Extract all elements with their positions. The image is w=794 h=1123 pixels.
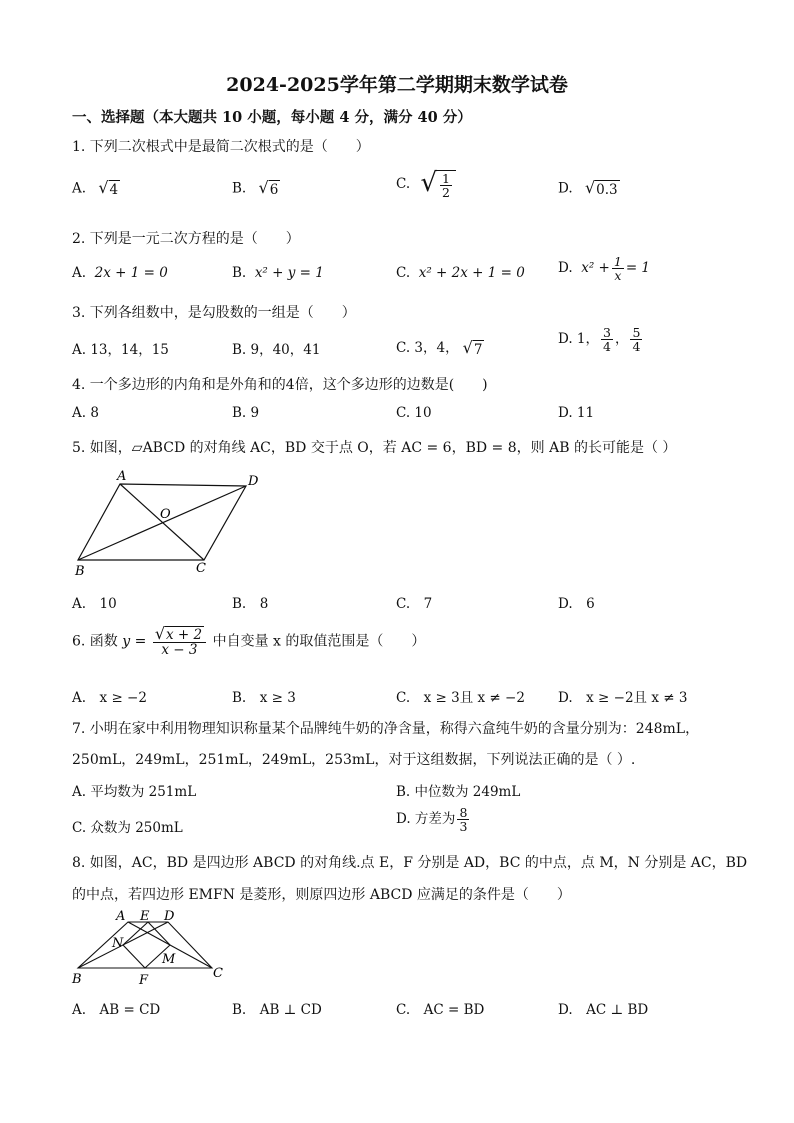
question-8-stem-line2: 的中点，若四边形 EMFN 是菱形，则原四边形 ABCD 应满足的条件是（ ）: [72, 887, 571, 903]
q6-option-c: C. x ≥ 3且 x ≠ −2: [396, 690, 525, 706]
label-e: E: [140, 909, 150, 924]
fraction-denominator: x − 3: [161, 642, 198, 659]
question-1-stem: 1. 下列二次根式中是最简二次根式的是（ ）: [72, 139, 370, 155]
q7-option-c: C. 众数为 250mL: [72, 820, 183, 836]
diagonal-ac: [120, 484, 204, 560]
q3-option-b: B. 9，40，41: [232, 342, 321, 358]
q2-option-c: C. x² + 2x + 1 = 0: [396, 265, 525, 281]
quadrilateral-abcd: [78, 922, 212, 968]
q6-option-d: D. x ≥ −2且 x ≠ 3: [558, 690, 688, 706]
q7-option-b: B. 中位数为 249mL: [396, 784, 521, 800]
label-o: O: [160, 507, 171, 522]
q1-option-b: B. √ 6: [232, 178, 279, 198]
label-a: A: [117, 469, 127, 484]
q4-option-c: C. 10: [396, 405, 432, 421]
label-n: N: [112, 936, 124, 951]
label-d: D: [164, 909, 175, 924]
question-8-stem-line1: 8. 如图，AC，BD 是四边形 ABCD 的对角线.点 E，F 分别是 AD，BC 的中点，点 M，N 分别是 AC，BD: [72, 855, 748, 871]
q3-option-d: D. 1， $\frac{3}{4}$ ， $\frac{5}{4}$: [558, 325, 641, 355]
radicand: 7: [473, 341, 483, 358]
label-a: A: [116, 909, 126, 924]
q8-option-b: B. AB ⊥ CD: [232, 1002, 322, 1018]
label-d: D: [248, 474, 259, 489]
q2-option-b: B. x² + y = 1: [232, 265, 324, 281]
label-m: M: [162, 952, 176, 967]
q5-option-d: D. 6: [558, 596, 595, 612]
q1-option-a: A. √ 4: [72, 178, 119, 198]
q3-option-a: A. 13，14，15: [72, 342, 169, 358]
radicand: x + 2: [166, 627, 203, 643]
label-b: B: [75, 564, 85, 579]
q4-option-b: B. 9: [232, 405, 260, 421]
q4-option-a: A. 8: [72, 405, 99, 421]
radicand: 0.3: [596, 182, 618, 198]
option-letter: A.: [72, 180, 87, 197]
option-letter: B.: [232, 180, 247, 197]
q2-option-d: D. x² + $\frac{1}{x}$ = 1: [558, 254, 651, 284]
question-3-stem: 3. 下列各组数中，是勾股数的一组是（ ）: [72, 305, 356, 321]
quadrilateral-figure: [70, 906, 230, 988]
q6-option-a: A. x ≥ −2: [72, 690, 147, 706]
fraction-numerator: 1: [442, 171, 450, 186]
q7-option-d: D. 方差为 $\frac{8}{3}$: [396, 805, 468, 835]
q5-option-b: B. 8: [232, 596, 269, 612]
q8-option-a: A. AB = CD: [72, 1002, 161, 1018]
label-c: C: [213, 966, 223, 981]
q1-option-d: D. √ 0.3: [558, 178, 618, 198]
q5-option-c: C. 7: [396, 596, 433, 612]
question-2-stem: 2. 下列是一元二次方程的是（ ）: [72, 231, 300, 247]
label-f: F: [139, 973, 149, 988]
question-7-stem-line2: 250mL，249mL，251mL，249mL，253mL，对于这组数据，下列说法正确的是（ ）.: [72, 752, 636, 768]
question-7-stem-line1: 7. 小明在家中利用物理知识称量某个品牌纯牛奶的净含量，称得六盒纯牛奶的含量分别为：248mL，: [72, 721, 700, 737]
label-b: B: [72, 972, 82, 987]
q8-option-d: D. AC ⊥ BD: [558, 1002, 649, 1018]
parallelogram-figure: [70, 468, 270, 580]
label-c: C: [196, 561, 206, 576]
q6-option-b: B. x ≥ 3: [232, 690, 296, 706]
q5-option-a: A. 10: [72, 596, 117, 612]
q4-option-d: D. 11: [558, 405, 595, 421]
section-heading: 一、选择题（本大题共 10 小题，每小题 4 分，满分 40 分）: [72, 109, 472, 126]
q7-option-a: A. 平均数为 251mL: [72, 784, 197, 800]
radicand: 4: [109, 182, 119, 198]
q1-option-c: C. √ $\frac{1}{2}$: [396, 170, 456, 199]
option-letter: C.: [396, 176, 411, 193]
question-4-stem: 4. 一个多边形的内角和是外角和的4倍，这个多边形的边数是( ): [72, 377, 488, 393]
q2-option-a: A. 2x + 1 = 0: [72, 265, 168, 281]
question-6-stem: 6. 函数 y = √ x + 2 x − 3 中自变量 x 的取值范围是（ ）: [72, 624, 426, 659]
question-5-stem: 5. 如图，▱ABCD 的对角线 AC，BD 交于点 O，若 AC = 6，BD = 8，则 AB 的长可能是（ ）: [72, 440, 677, 456]
q8-option-c: C. AC = BD: [396, 1002, 485, 1018]
radicand: 6: [269, 182, 279, 198]
q3-option-c: C. 3，4， √ 7: [396, 337, 483, 358]
option-letter: D.: [558, 180, 573, 197]
exam-title: 2024-2025学年第二学期期末数学试卷: [226, 74, 568, 96]
diagonal-bd: [78, 486, 246, 560]
fraction-denominator: 2: [442, 185, 450, 201]
